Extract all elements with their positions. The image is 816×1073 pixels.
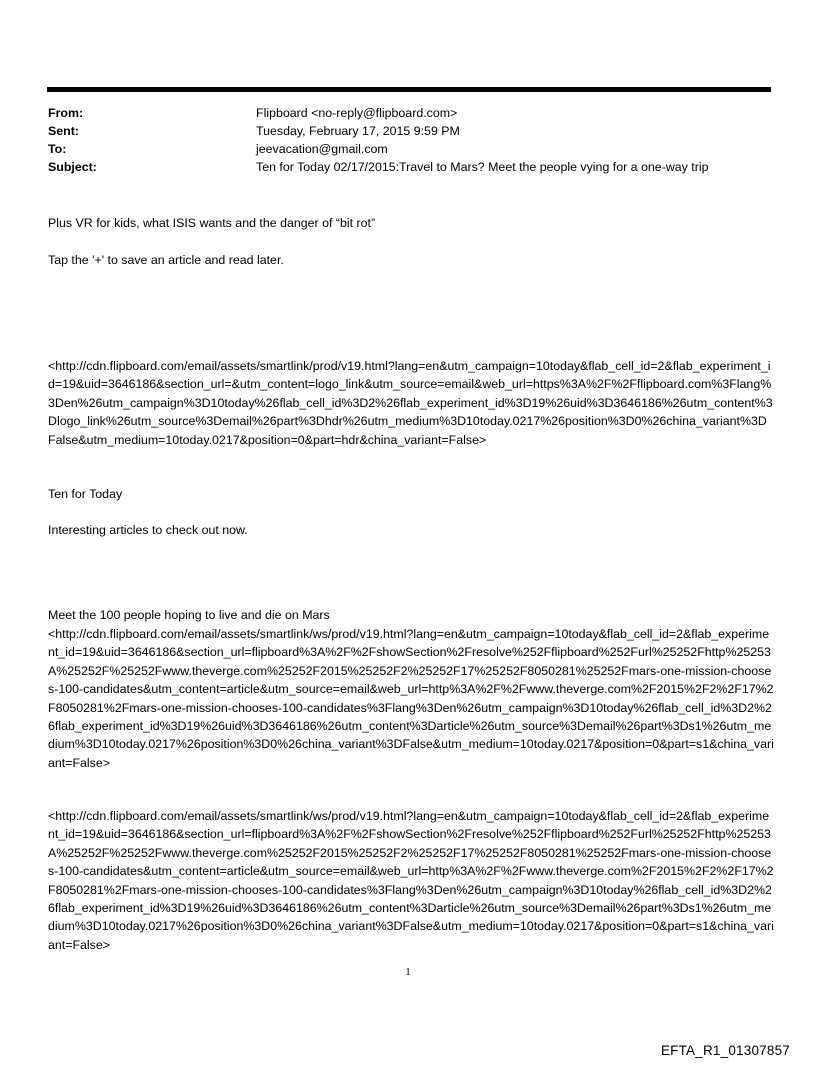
to-row: [48, 140, 778, 158]
article-title: Meet the 100 people hoping to live and die on Mars: [48, 608, 330, 622]
article-link-repeat[interactable]: <http://cdn.flipboard.com/email/assets/smartlink/ws/prod/v19.html?lang=en&utm_campaign=10today&flab_cell_id=2&flab_experiment_id=19&uid=3646186&section_url=flipboard%3A%2F%2FshowSection%2Fresolve%252Fflipboard%252Furl%25252Fhttp%25253A%25252F%25252Fwww.theverge.com%25252F2015%25252F2%25252F17%25252F8050281%25252Fmars-one-mission-chooses-100-candidates&utm_content=article&utm_source=email&web_url=http%3A%2F%2Fwww.theverge.com%2F2015%2F2%2F17%2F8050281%2Fmars-one-mission-chooses-100-candidates%3Flang%3Den%26utm_campaign%3D10today%26flab_cell_id%3D2%26flab_experiment_id%3D19%26uid%3D3646186%26utm_content%3Darticle%26utm_source%3Demail%26part%3Ds1%26utm_medium%3D10today.0217%26position%3D0%26china_variant%3DFalse&utm_medium=10today.0217&position=0&part=s1&china_variant=False>: [48, 809, 774, 952]
subject-row: [48, 158, 778, 176]
section-subtitle: Interesting articles to check out now.: [48, 523, 248, 537]
subject-label: Subject:: [48, 160, 97, 174]
email-header: [48, 104, 778, 176]
to-label: To:: [48, 142, 67, 156]
subject-value: Ten for Today 02/17/2015:Travel to Mars? Meet the people vying for a one-way trip: [256, 160, 709, 174]
logo-link[interactable]: <http://cdn.flipboard.com/email/assets/smartlink/prod/v19.html?lang=en&utm_campaign=10today&flab_cell_id=2&flab_experiment_id=19&uid=3646186&section_url=&utm_content=logo_link&utm_source=email&web_url=https%3A%2F%2Fflipboard.com%3Flang%3Den%26utm_campaign%3D10today%26flab_cell_id%3D2%26flab_experiment_id%3D19%26uid%3D3646186%26utm_content%3Dlogo_link%26utm_source%3Demail%26part%3Dhdr%26utm_medium%3D10today.0217%26position%3D0%26china_variant%3DFalse&utm_medium=10today.0217&position=0&part=hdr&china_variant=False>: [48, 359, 773, 447]
from-row: [48, 104, 778, 122]
from-label: From:: [48, 106, 84, 120]
from-value: Flipboard <no-reply@flipboard.com>: [256, 106, 458, 120]
save-hint-text: Tap the '+' to save an article and read later.: [48, 253, 284, 267]
section-title: Ten for Today: [48, 487, 123, 501]
teaser-text: Plus VR for kids, what ISIS wants and the danger of “bit rot”: [48, 216, 376, 230]
sent-value: Tuesday, February 17, 2015 9:59 PM: [256, 124, 460, 138]
page-number: 1: [405, 966, 411, 978]
sent-label: Sent:: [48, 124, 79, 138]
header-rule: [47, 87, 771, 92]
to-value: jeevacation@gmail.com: [256, 142, 388, 156]
bates-number: EFTA_R1_01307857: [660, 1043, 790, 1058]
sent-row: [48, 122, 778, 140]
article-link[interactable]: <http://cdn.flipboard.com/email/assets/smartlink/ws/prod/v19.html?lang=en&utm_campaign=10today&flab_cell_id=2&flab_experiment_id=19&uid=3646186&section_url=flipboard%3A%2F%2FshowSection%2Fresolve%252Fflipboard%252Furl%25252Fhttp%25253A%25252F%25252Fwww.theverge.com%25252F2015%25252F2%25252F17%25252F8050281%25252Fmars-one-mission-chooses-100-candidates&utm_content=article&utm_source=email&web_url=http%3A%2F%2Fwww.theverge.com%2F2015%2F2%2F17%2F8050281%2Fmars-one-mission-chooses-100-candidates%3Flang%3Den%26utm_campaign%3D10today%26flab_cell_id%3D2%26flab_experiment_id%3D19%26uid%3D3646186%26utm_content%3Darticle%26utm_source%3Demail%26part%3Ds1%26utm_medium%3D10today.0217%26position%3D0%26china_variant%3DFalse&utm_medium=10today.0217&position=0&part=s1&china_variant=False>: [48, 627, 774, 770]
